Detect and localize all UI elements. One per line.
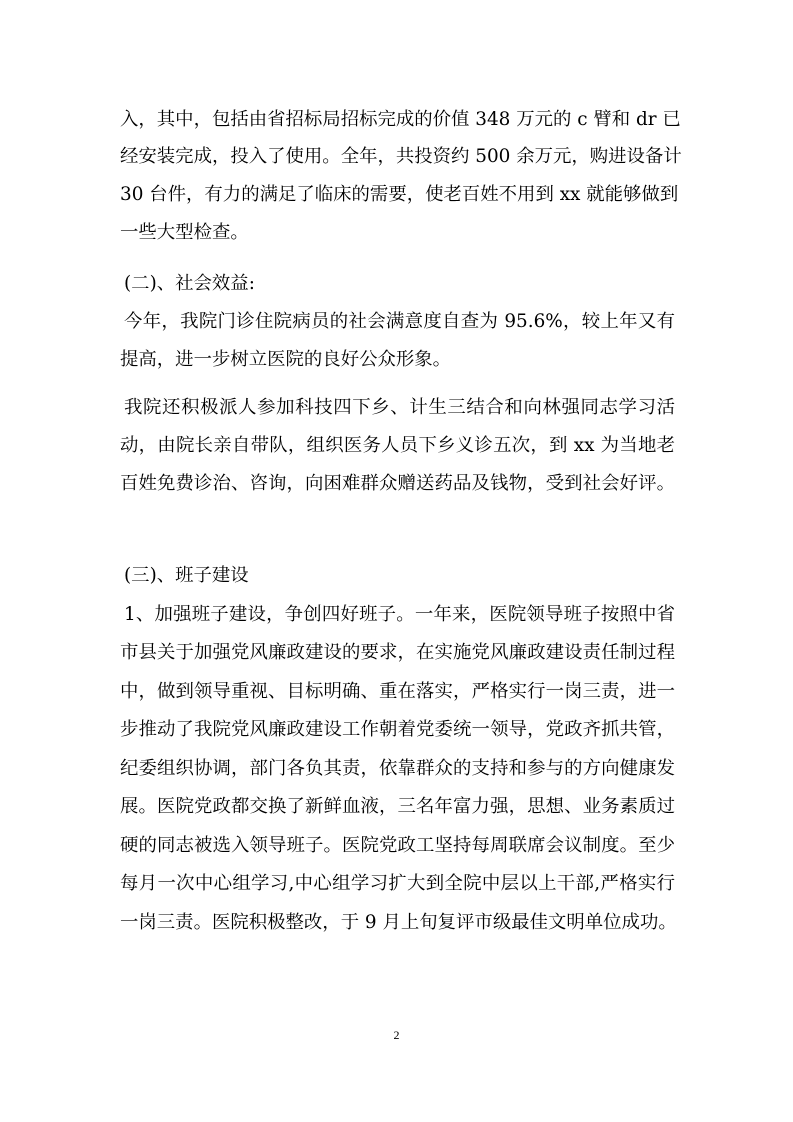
- text-line: 市县关于加强党风廉政建设的要求，在实施党风廉政建设责任制过程: [120, 642, 675, 663]
- text-line: 1、加强班子建设，争创四好班子。一年来，医院领导班子按照中省: [124, 604, 675, 625]
- text-line: 入，其中，包括由省招标局招标完成的价值 348 万元的 c 臂和 dr 已: [120, 109, 681, 130]
- text-line: 动，由院长亲自带队，组织医务人员下乡义诊五次，到 xx 为当地老: [120, 435, 675, 456]
- text-line: 每月一次中心组学习,中心组学习扩大到全院中层以上干部,严格实行: [120, 873, 675, 894]
- text-line: 经安装完成，投入了使用。全年，共投资约 500 余万元，购进设备计: [120, 146, 682, 167]
- text-line: 百姓免费诊治、咨询，向困难群众赠送药品及钱物，受到社会好评。: [120, 473, 675, 494]
- text-line: 展。医院党政都交换了新鲜血液，三名年富力强，思想、业务素质过: [120, 796, 675, 817]
- text-line: 一岗三责。医院积极整改，于 9 月上旬复评市级最佳文明单位成功。: [120, 912, 677, 933]
- text-line: 今年，我院门诊住院病员的社会满意度自查为 95.6%，较上年又有: [124, 311, 675, 332]
- text-line: 硬的同志被选入领导班子。医院党政工坚持每周联席会议制度。至少: [120, 835, 675, 856]
- text-line: 30 台件，有力的满足了临床的需要，使老百姓不用到 xx 就能够做到: [120, 184, 679, 205]
- page-number: 2: [393, 1028, 400, 1042]
- text-line: 一些大型检查。: [120, 222, 249, 243]
- text-line: 提高，进一步树立医院的良好公众形象。: [120, 349, 452, 370]
- text-line: 我院还积极派人参加科技四下乡、计生三结合和向林强同志学习活: [124, 397, 675, 418]
- section-heading: (三)、班子建设: [124, 565, 249, 586]
- text-line: 中，做到领导重视、目标明确、重在落实，严格实行一岗三责，进一: [120, 681, 675, 702]
- section-heading: (二)、社会效益:: [124, 273, 255, 294]
- text-line: 步推动了我院党风廉政建设工作朝着党委统一领导，党政齐抓共管，: [120, 719, 675, 740]
- text-line: 纪委组织协调，部门各负其责，依靠群众的支持和参与的方向健康发: [120, 758, 675, 779]
